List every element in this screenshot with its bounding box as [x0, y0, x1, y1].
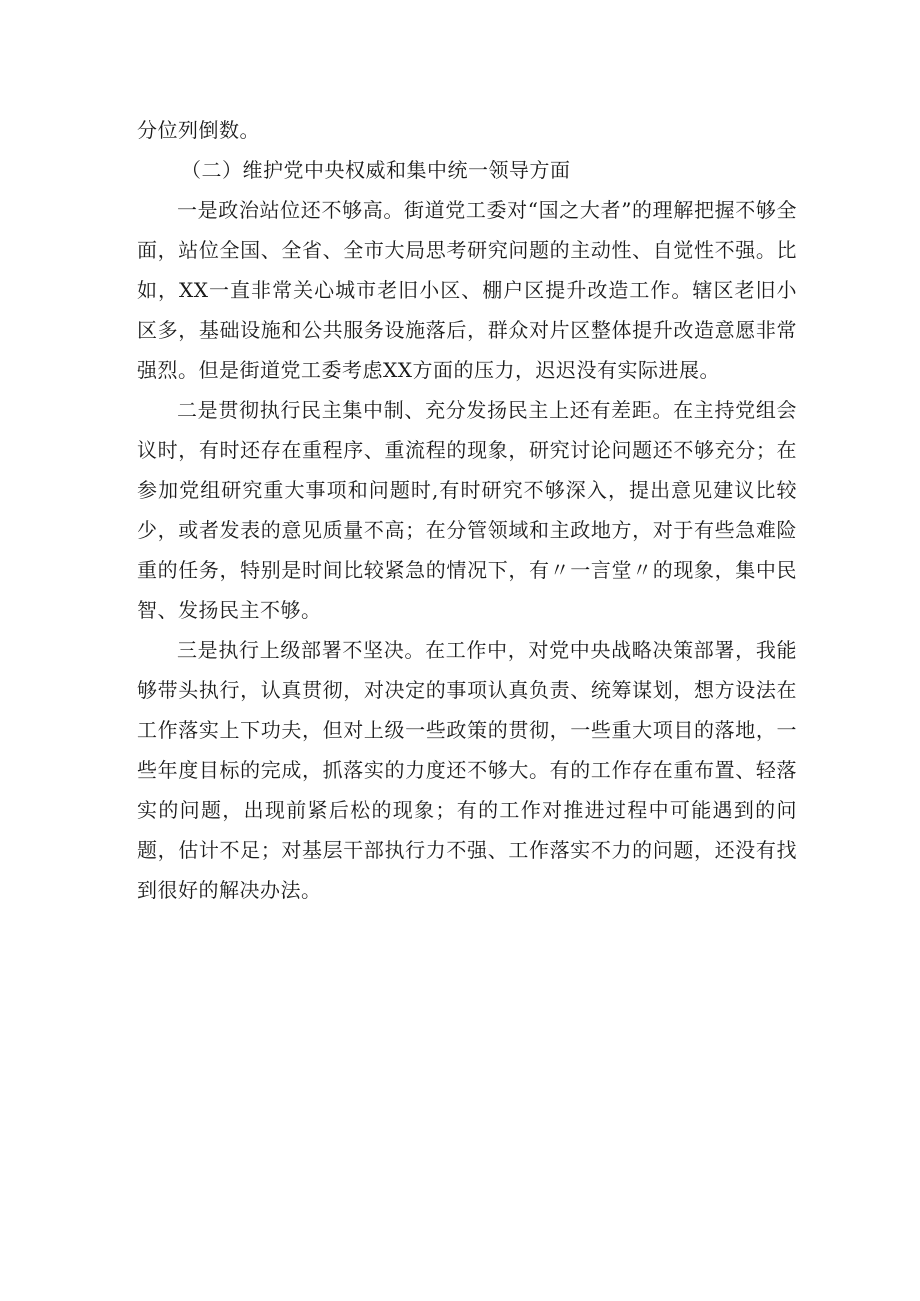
- paragraph-political-stance: 一是政治站位还不够高。街道党工委对“国之大者”的理解把握不够全面，站位全国、全省、全市大局思考研究问题的主动性、自觉性不强。比如，XX一直非常关心城市老旧小区、棚户区提升改造工作。辖区老旧小区多，基础设施和公共服务设施落后，群众对片区整体提升改造意愿非常强烈。但是街道党工委考虑XX方面的压力，迟迟没有实际进展。: [137, 198, 797, 382]
- paragraph-democratic-centralism: 二是贯彻执行民主集中制、充分发扬民主上还有差距。在主持党组会议时，有时还存在重程序、重流程的现象，研究讨论问题还不够充分；在参加党组研究重大事项和问题时,有时研究不够深入，提出意见建议比较少，或者发表的意见质量不高；在分管领域和主政地方，对于有些急难险重的任务，特别是时间比较紧急的情况下，有〃一言堂〃的现象，集中民智、发扬民主不够。: [137, 398, 797, 622]
- section-heading: （二）维护党中央权威和集中统一领导方面: [181, 158, 571, 182]
- paragraph-execution: 三是执行上级部署不坚决。在工作中，对党中央战略决策部署，我能够带头执行，认真贯彻，对决定的事项认真负责、统筹谋划，想方设法在工作落实上下功夫，但对上级一些政策的贯彻，一些重大项目的落地，一些年度目标的完成，抓落实的力度还不够大。有的工作存在重布置、轻落实的问题，出现前紧后松的现象；有的工作对推进过程中可能遇到的问题，估计不足；对基层干部执行力不强、工作落实不力的问题，还没有找到很好的解决办法。: [137, 638, 797, 902]
- paragraph-continuation: 分位列倒数。: [137, 118, 260, 142]
- document-body: [137, 110, 797, 910]
